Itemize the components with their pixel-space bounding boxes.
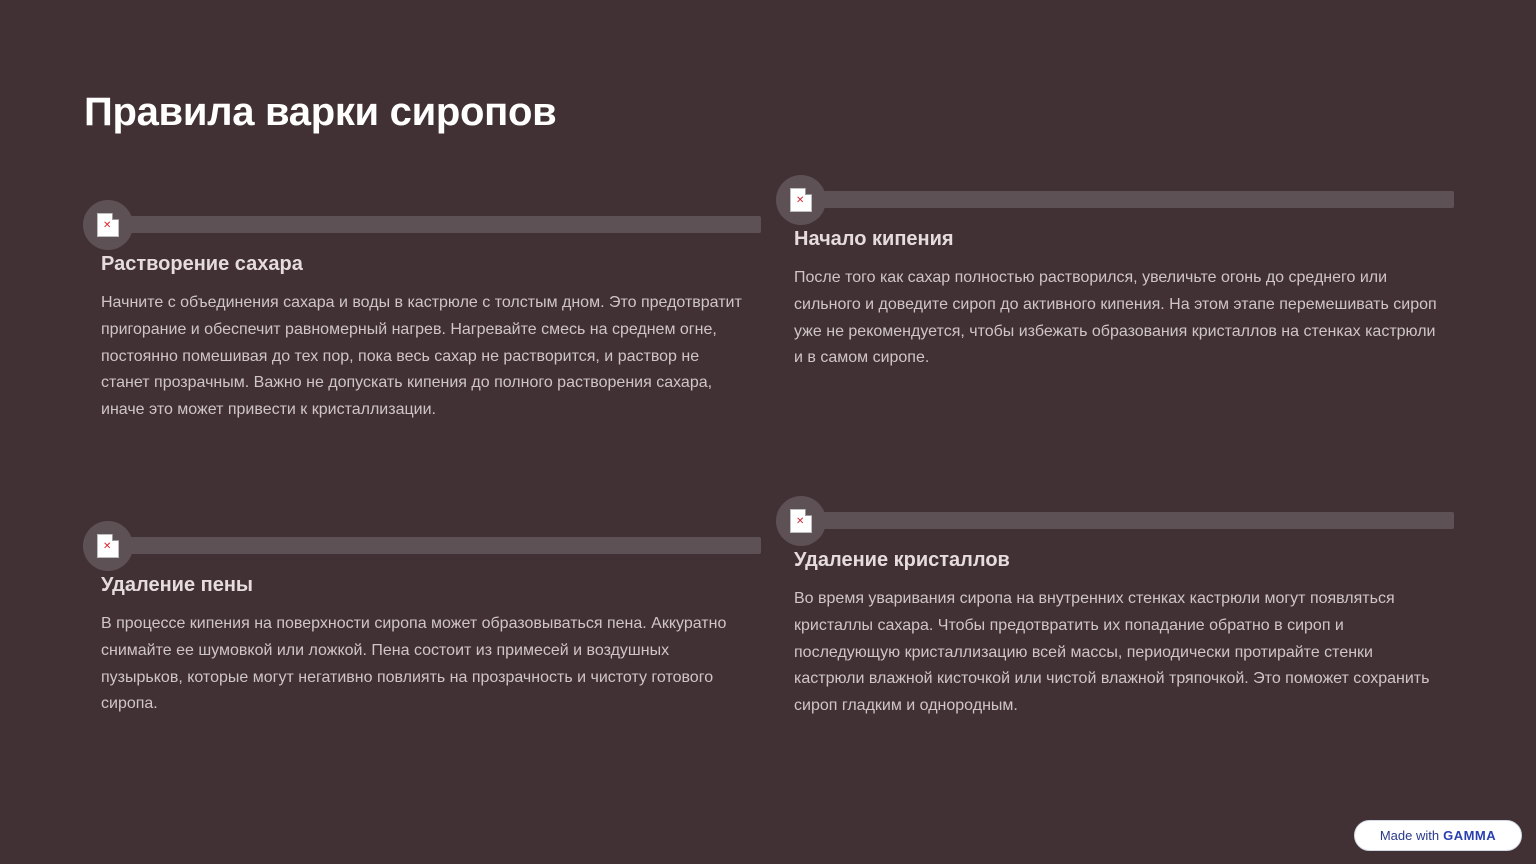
- icon-circle: [776, 496, 826, 546]
- made-with-gamma-badge[interactable]: [1354, 820, 1522, 851]
- card-header-track: [776, 496, 1454, 546]
- page-title: Правила варки сиропов: [84, 90, 557, 134]
- progress-bar: [113, 537, 761, 554]
- broken-image-icon: ✕: [97, 213, 119, 237]
- card-text: В процессе кипения на поверхности сиропа может образовываться пена. Аккуратно снимайте ее шумовкой или ложкой. Пена состоит из примесей и воздушных пузырьков, которые могут негативно повлиять на прозрачность и чистоту готового сиропа.: [101, 615, 727, 713]
- card-header-track: [776, 175, 1454, 225]
- icon-circle: [776, 175, 826, 225]
- gamma-logo: GAMMA: [1443, 828, 1497, 843]
- broken-image-icon: ✕: [97, 534, 119, 558]
- badge-prefix: Made with: [1379, 828, 1440, 843]
- card-heading: Растворение сахара: [101, 253, 303, 275]
- card-heading: Начало кипения: [794, 228, 954, 250]
- card-text: Во время уваривания сиропа на внутренних стенках кастрюли могут появляться кристаллы сахара. Чтобы предотвратить их попадание обратно в сироп и последующую кристаллизацию всей массы, периодически протирайте стенки кастрюли влажной кисточкой или чистой влажной тряпочкой. Это поможет сохранить сироп гладким и однородным.: [794, 590, 1430, 715]
- card-heading: Удаление кристаллов: [794, 549, 1010, 571]
- progress-bar: [113, 216, 761, 233]
- progress-bar: [806, 191, 1454, 208]
- broken-image-icon: ✕: [790, 188, 812, 212]
- card-heading: Удаление пены: [101, 574, 253, 596]
- card-header-track: [83, 200, 761, 250]
- progress-bar: [806, 512, 1454, 529]
- card-header-track: [83, 521, 761, 571]
- card-text: Начните с объединения сахара и воды в кастрюле с толстым дном. Это предотвратит пригорание и обеспечит равномерный нагрев. Нагревайте смесь на среднем огне, постоянно помешивая до тех пор, пока весь сахар не растворится, и раствор не станет прозрачным. Важно не допускать кипения до полного растворения сахара, иначе это может привести к кристаллизации.: [101, 294, 742, 419]
- icon-circle: [83, 200, 133, 250]
- broken-image-icon: ✕: [790, 509, 812, 533]
- card-text: После того как сахар полностью растворился, увеличьте огонь до среднего или сильного и доведите сироп до активного кипения. На этом этапе перемешивать сироп уже не рекомендуется, чтобы избежать образования кристаллов на стенках кастрюли и в самом сиропе.: [794, 269, 1437, 367]
- icon-circle: [83, 521, 133, 571]
